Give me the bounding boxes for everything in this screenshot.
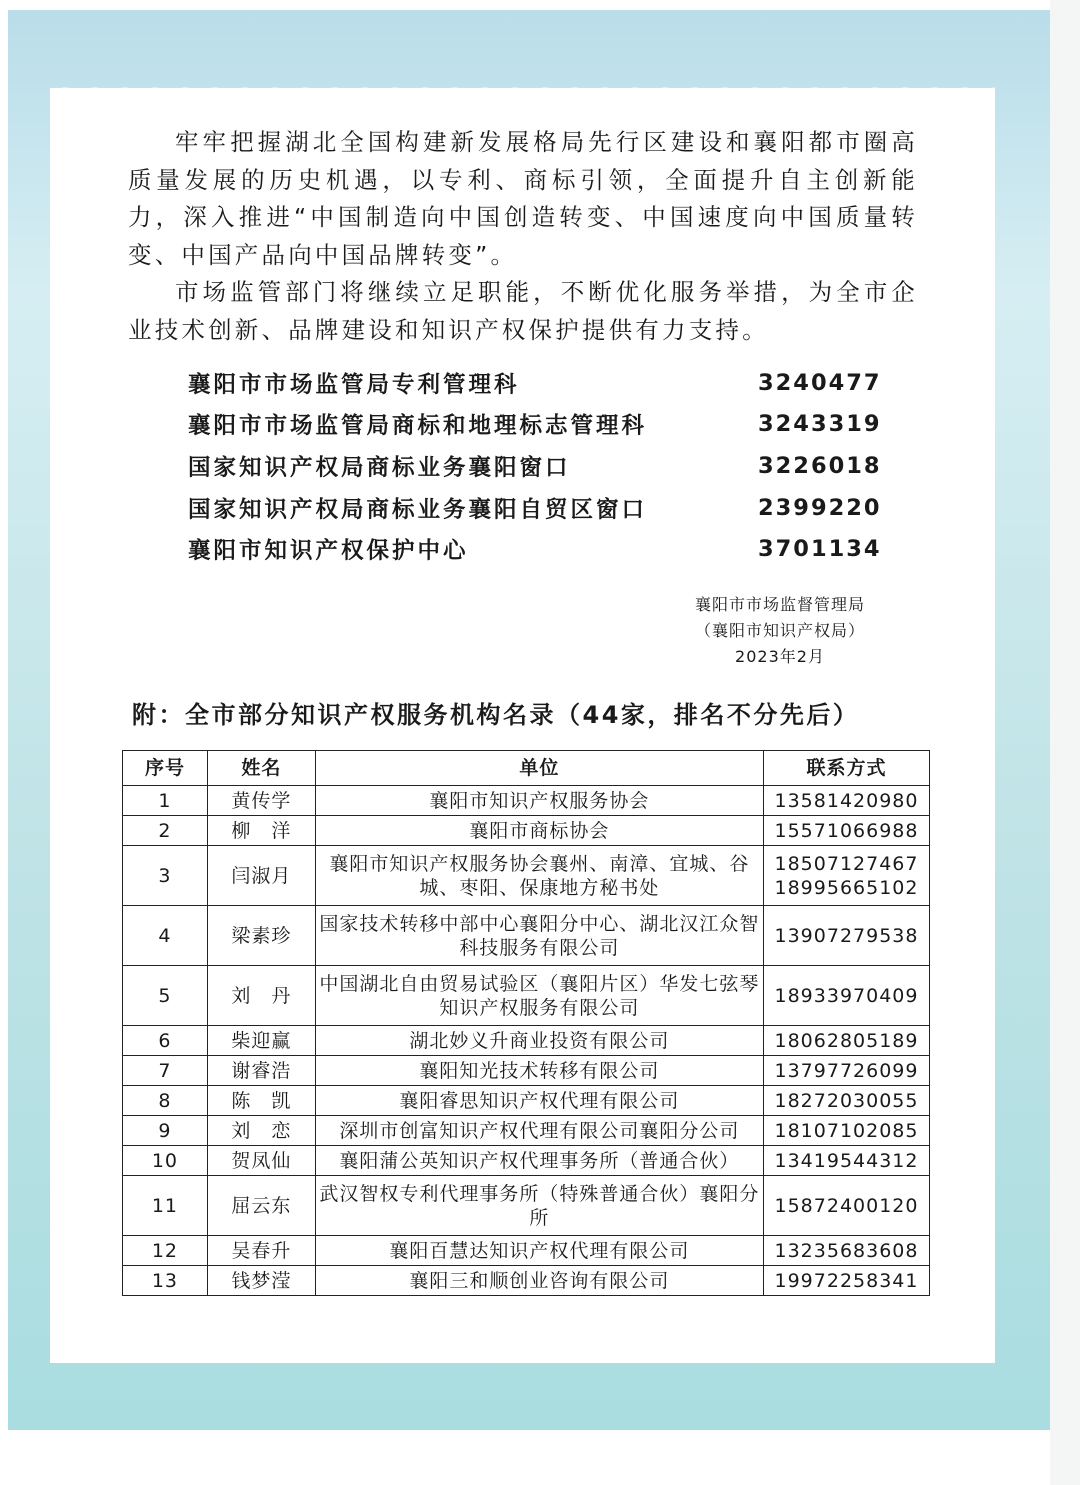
cell-name: 柴迎赢	[207, 1026, 315, 1056]
cell-index: 12	[123, 1236, 208, 1266]
table-row	[123, 1146, 930, 1176]
cell-contact: 13797726099	[764, 1056, 930, 1086]
contact-name: 襄阳市市场监管局商标和地理标志管理科	[188, 413, 648, 440]
cell-name: 柳 洋	[207, 816, 315, 846]
cell-index: 7	[123, 1056, 208, 1086]
signature	[660, 592, 900, 670]
contact-row	[188, 362, 882, 404]
contact-name: 国家知识产权局商标业务襄阳自贸区窗口	[188, 496, 648, 523]
cell-unit: 襄阳市知识产权服务协会襄州、南漳、宜城、谷城、枣阳、保康地方秘书处	[315, 846, 763, 906]
cell-unit: 襄阳市知识产权服务协会	[315, 786, 763, 816]
table-row	[123, 1236, 930, 1266]
cell-index: 11	[123, 1176, 208, 1236]
cell-unit: 中国湖北自由贸易试验区（襄阳片区）华发七弦琴知识产权服务有限公司	[315, 966, 763, 1026]
cell-unit: 襄阳知光技术转移有限公司	[315, 1056, 763, 1086]
table-row	[123, 846, 930, 906]
service-directory-table	[122, 750, 930, 1296]
cell-index: 9	[123, 1116, 208, 1146]
table-row	[123, 906, 930, 966]
cell-unit: 湖北妙义升商业投资有限公司	[315, 1026, 763, 1056]
cell-contact: 18107102085	[764, 1116, 930, 1146]
header-contact: 联系方式	[764, 751, 930, 786]
cell-unit: 武汉智权专利代理事务所（特殊普通合伙）襄阳分所	[315, 1176, 763, 1236]
contact-row	[188, 528, 882, 570]
header-name: 姓名	[207, 751, 315, 786]
signature-alt: （襄阳市知识产权局）	[694, 621, 865, 640]
cell-contact: 15571066988	[764, 816, 930, 846]
contact-row	[188, 445, 882, 487]
cell-name: 谢睿浩	[207, 1056, 315, 1086]
header-index: 序号	[123, 751, 208, 786]
header-unit: 单位	[315, 751, 763, 786]
cell-unit: 深圳市创富知识产权代理有限公司襄阳分公司	[315, 1116, 763, 1146]
cell-name: 刘 恋	[207, 1116, 315, 1146]
cell-index: 1	[123, 786, 208, 816]
cell-index: 2	[123, 816, 208, 846]
body-text	[128, 124, 918, 349]
contact-name: 襄阳市知识产权保护中心	[188, 538, 469, 565]
cell-unit: 襄阳百慧达知识产权代理有限公司	[315, 1236, 763, 1266]
cell-contact: 18272030055	[764, 1086, 930, 1116]
table-row	[123, 786, 930, 816]
contact-phone: 3226018	[758, 452, 882, 479]
cell-name: 钱梦滢	[207, 1266, 315, 1296]
cell-contact: 18062805189	[764, 1026, 930, 1056]
cell-name: 梁素珍	[207, 906, 315, 966]
cell-index: 3	[123, 846, 208, 906]
cell-index: 13	[123, 1266, 208, 1296]
cell-name: 黄传学	[207, 786, 315, 816]
cell-contact: 18507127467 18995665102	[764, 846, 930, 906]
cell-contact: 18933970409	[764, 966, 930, 1026]
cell-unit: 国家技术转移中部中心襄阳分中心、湖北汉江众智科技服务有限公司	[315, 906, 763, 966]
table-row	[123, 1026, 930, 1056]
cell-contact: 13235683608	[764, 1236, 930, 1266]
contact-list	[188, 362, 882, 570]
cell-index: 5	[123, 966, 208, 1026]
cell-index: 8	[123, 1086, 208, 1116]
table-row	[123, 1176, 930, 1236]
paper-edge	[1050, 0, 1080, 1485]
cell-name: 闫淑月	[207, 846, 315, 906]
contact-row	[188, 487, 882, 529]
table-row	[123, 816, 930, 846]
cell-name: 吴春升	[207, 1236, 315, 1266]
cell-index: 6	[123, 1026, 208, 1056]
table-row	[123, 1116, 930, 1146]
signature-org: 襄阳市市场监督管理局	[694, 595, 865, 614]
cell-contact: 19972258341	[764, 1266, 930, 1296]
cell-contact: 15872400120	[764, 1176, 930, 1236]
cell-name: 屈云东	[207, 1176, 315, 1236]
table-header	[123, 751, 930, 786]
contact-phone: 3243319	[758, 411, 882, 438]
cell-index: 4	[123, 906, 208, 966]
cell-name: 刘 丹	[207, 966, 315, 1026]
cell-contact: 13419544312	[764, 1146, 930, 1176]
contact-name: 国家知识产权局商标业务襄阳窗口	[188, 454, 571, 481]
cell-unit: 襄阳蒲公英知识产权代理事务所（普通合伙）	[315, 1146, 763, 1176]
contact-phone: 3701134	[758, 536, 882, 563]
table-row	[123, 1086, 930, 1116]
contact-phone: 3240477	[758, 369, 882, 396]
paragraph-1: 牢牢把握湖北全国构建新发展格局先行区建设和襄阳都市圈高质量发展的历史机遇，以专利、商标引领，全面提升自主创新能力，深入推进“中国制造向中国创造转变、中国速度向中国质量转变、中国产品向中国品牌转变”。	[128, 128, 918, 269]
cell-unit: 襄阳三和顺创业咨询有限公司	[315, 1266, 763, 1296]
cell-unit: 襄阳睿思知识产权代理有限公司	[315, 1086, 763, 1116]
cell-contact: 13907279538	[764, 906, 930, 966]
cell-contact: 13581420980	[764, 786, 930, 816]
paragraph-2: 市场监管部门将继续立足职能，不断优化服务举措，为全市企业技术创新、品牌建设和知识产权保护提供有力支持。	[128, 278, 918, 344]
cell-name: 贺凤仙	[207, 1146, 315, 1176]
contact-name: 襄阳市市场监管局专利管理科	[188, 371, 520, 398]
appendix-title: 附：全市部分知识产权服务机构名录（44家，排名不分先后）	[132, 701, 860, 729]
table-row	[123, 1056, 930, 1086]
cell-name: 陈 凯	[207, 1086, 315, 1116]
signature-date: 2023年2月	[735, 647, 825, 666]
cell-unit: 襄阳市商标协会	[315, 816, 763, 846]
table-row	[123, 966, 930, 1026]
cell-index: 10	[123, 1146, 208, 1176]
contact-phone: 2399220	[758, 494, 882, 521]
table-row	[123, 1266, 930, 1296]
contact-row	[188, 404, 882, 446]
